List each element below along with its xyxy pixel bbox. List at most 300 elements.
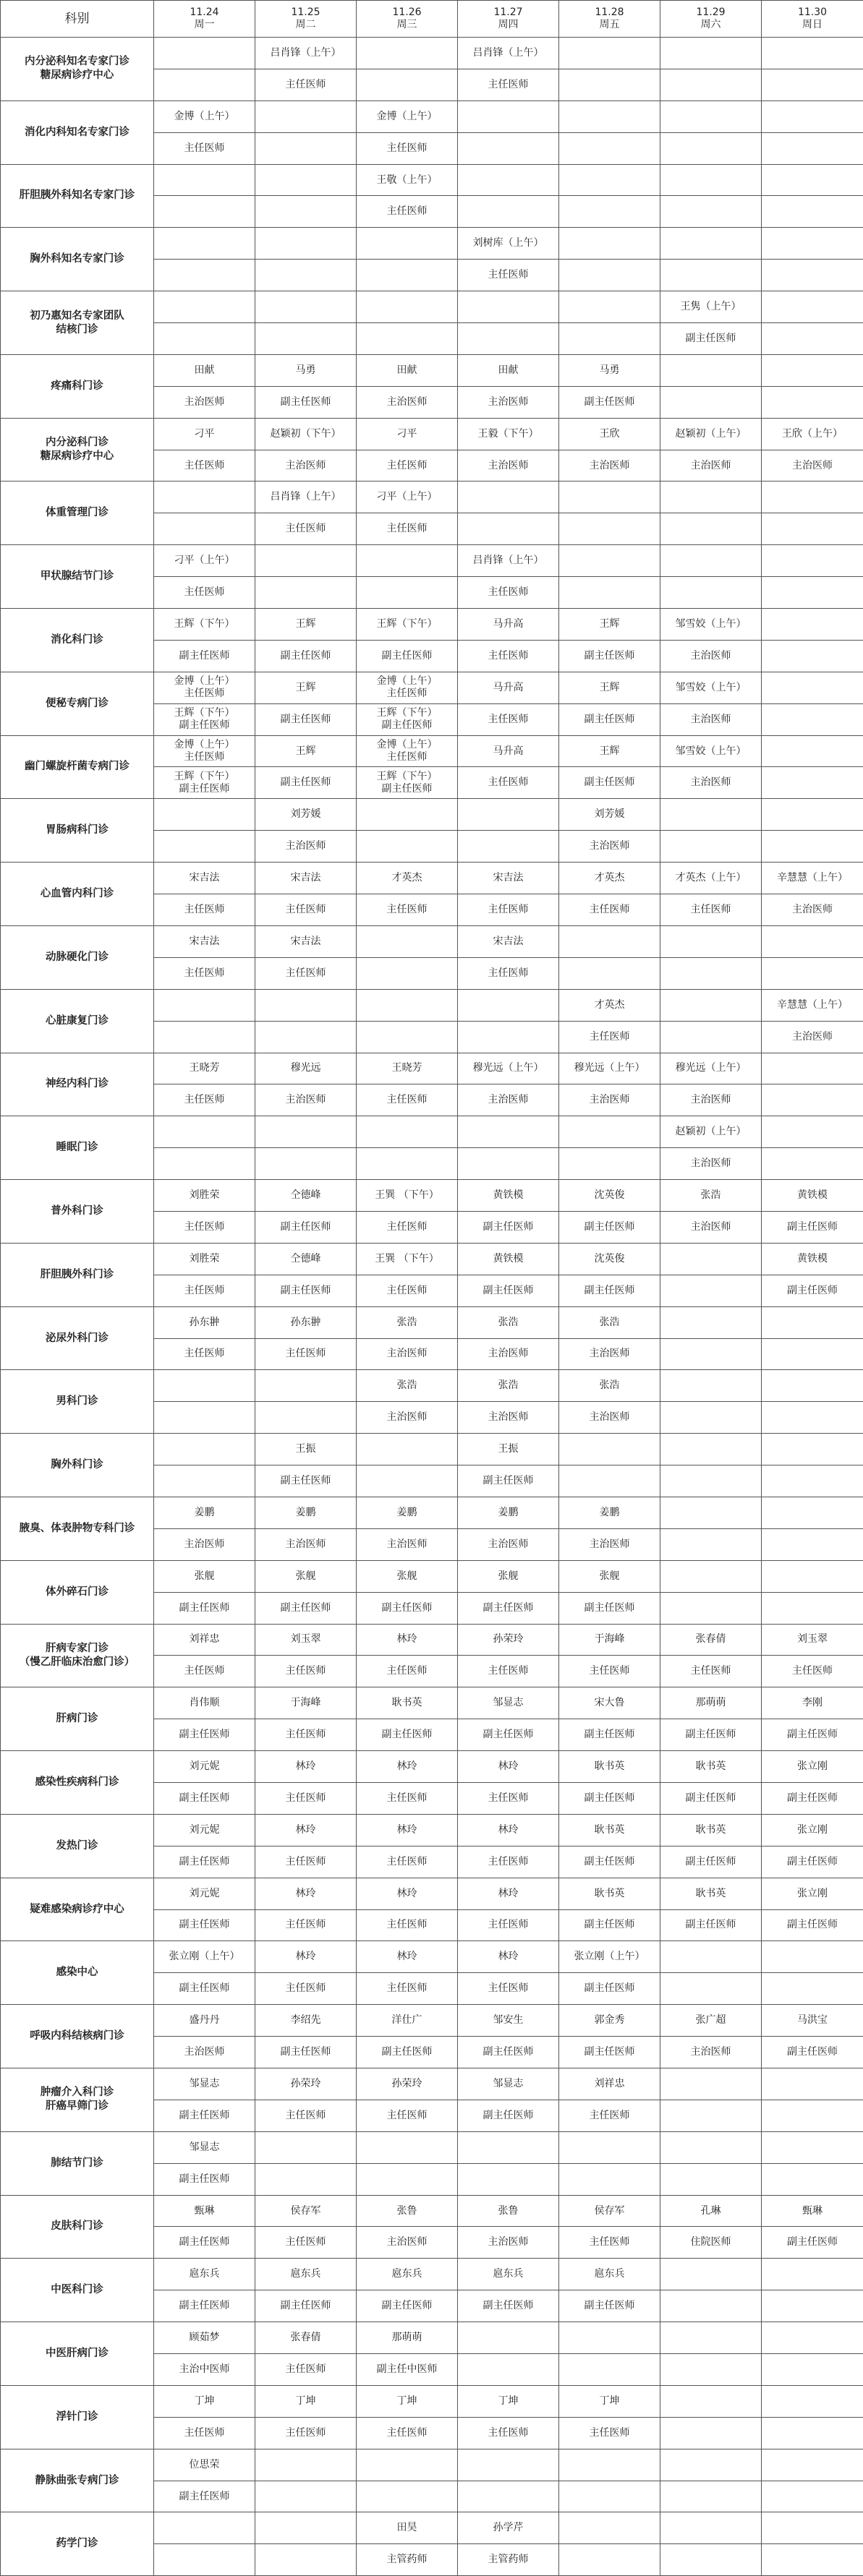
title-cell: 主任医师: [255, 69, 357, 100]
title-cell: 主治医师: [660, 1211, 762, 1243]
doctor-cell: 张浩: [458, 1306, 559, 1338]
department-name: [1, 2322, 154, 2386]
title-cell: 主任医师: [357, 1846, 458, 1878]
cell-line: 主任医师: [358, 751, 456, 763]
day-weekday: 周一: [156, 19, 253, 31]
table-row: [1, 38, 863, 69]
title-cell: 主任医师: [357, 1084, 458, 1116]
title-cell: 副主任医师: [154, 2481, 255, 2512]
title-cell: 主治医师: [255, 1528, 357, 1560]
doctor-cell: 于海峰: [255, 1687, 357, 1719]
department-name: [1, 735, 154, 799]
title-cell: 主治医师: [154, 2037, 255, 2068]
doctor-cell: [559, 482, 660, 513]
doctor-cell: 邹显志: [154, 2131, 255, 2163]
doctor-cell: 宋吉法: [255, 925, 357, 957]
doctor-cell: 刘祥忠: [559, 2068, 660, 2100]
doctor-cell: [559, 545, 660, 577]
doctor-cell: 侯存军: [559, 2195, 660, 2227]
department-name-line: 肝癌早筛门诊: [2, 2100, 152, 2113]
title-cell: 副主任医师: [154, 640, 255, 672]
doctor-cell: [154, 735, 255, 767]
doctor-cell: [559, 2131, 660, 2163]
department-name-line: 肺结节门诊: [2, 2157, 152, 2170]
title-cell: 主任医师: [255, 2227, 357, 2259]
doctor-cell: 才英杰（上午）: [660, 863, 762, 894]
title-cell: [660, 260, 762, 291]
title-cell: 主治医师: [660, 767, 762, 799]
title-cell: [762, 831, 863, 863]
doctor-cell: [762, 1497, 863, 1528]
doctor-cell: [762, 291, 863, 323]
doctor-cell: [357, 799, 458, 831]
doctor-cell: 刘元妮: [154, 1751, 255, 1783]
title-cell: [762, 1528, 863, 1560]
title-cell: 主治医师: [559, 831, 660, 863]
title-cell: 主治医师: [559, 450, 660, 482]
title-cell: [559, 513, 660, 545]
title-cell: 主任医师: [154, 1275, 255, 1306]
doctor-cell: 田献: [154, 354, 255, 386]
doctor-cell: 黄铁模: [458, 1180, 559, 1212]
cell-line: 金博（上午）: [358, 739, 456, 751]
doctor-cell: 辛慧慧（上午）: [762, 863, 863, 894]
doctor-cell: [154, 164, 255, 196]
department-name-line: 胃肠病科门诊: [2, 823, 152, 837]
doctor-cell: 才英杰: [559, 989, 660, 1021]
department-name-line: 动脉硬化门诊: [2, 951, 152, 964]
title-cell: 主任医师: [458, 1909, 559, 1941]
title-cell: 主任医师: [458, 577, 559, 609]
doctor-cell: [559, 925, 660, 957]
doctor-cell: 宋吉法: [458, 925, 559, 957]
title-cell: 副主任医师: [154, 2227, 255, 2259]
doctor-cell: 赵颖初（上午）: [660, 1116, 762, 1148]
doctor-cell: 邹显志: [458, 2068, 559, 2100]
doctor-cell: [559, 291, 660, 323]
doctor-cell: [154, 482, 255, 513]
doctor-cell: [762, 354, 863, 386]
table-row: [1, 672, 863, 703]
doctor-cell: 马升高: [458, 672, 559, 703]
title-cell: [154, 513, 255, 545]
title-cell: 副主任医师: [458, 2037, 559, 2068]
title-cell: [255, 260, 357, 291]
title-cell: [357, 957, 458, 989]
doctor-cell: 王辉（下午）: [357, 609, 458, 641]
doctor-cell: 宋大鲁: [559, 1687, 660, 1719]
doctor-cell: [660, 1306, 762, 1338]
day-weekday: 周三: [358, 19, 456, 31]
title-cell: 副主任医师: [559, 767, 660, 799]
doctor-cell: 林玲: [458, 1941, 559, 1973]
title-cell: 主治医师: [458, 2227, 559, 2259]
doctor-cell: [762, 1053, 863, 1084]
doctor-cell: 赵颖初（上午）: [660, 418, 762, 450]
department-name: [1, 1560, 154, 1624]
title-cell: [660, 2417, 762, 2449]
title-cell: [559, 957, 660, 989]
day-weekday: 周二: [257, 19, 354, 31]
doctor-cell: 刘元妮: [154, 1878, 255, 1909]
doctor-cell: 耿书英: [559, 1814, 660, 1846]
title-cell: 主治医师: [458, 386, 559, 418]
doctor-cell: 王晓芳: [357, 1053, 458, 1084]
title-cell: 副主任医师: [559, 1846, 660, 1878]
doctor-cell: 扈东兵: [458, 2259, 559, 2290]
title-cell: [559, 323, 660, 355]
title-cell: 副主任医师: [762, 1211, 863, 1243]
department-name: [1, 1116, 154, 1180]
title-cell: [762, 1592, 863, 1624]
title-cell: 副主任医师: [154, 2290, 255, 2322]
table-row: [1, 2195, 863, 2227]
title-cell: 主任医师: [458, 260, 559, 291]
doctor-cell: 张立刚: [762, 1878, 863, 1909]
title-cell: 副主任医师: [154, 1846, 255, 1878]
doctor-cell: [559, 38, 660, 69]
title-cell: 主任医师: [255, 1846, 357, 1878]
doctor-cell: 王辉: [255, 672, 357, 703]
table-row: [1, 609, 863, 641]
doctor-cell: [762, 2259, 863, 2290]
title-cell: 主任医师: [559, 2100, 660, 2131]
title-cell: 主任医师: [357, 1909, 458, 1941]
cell-line: 副主任医师: [358, 783, 456, 795]
title-cell: 副主任医师: [255, 767, 357, 799]
title-cell: [559, 1148, 660, 1180]
title-cell: 主治医师: [660, 1084, 762, 1116]
table-row: [1, 2259, 863, 2290]
doctor-cell: [154, 38, 255, 69]
title-cell: 副主任医师: [357, 1719, 458, 1751]
title-cell: [660, 1528, 762, 1560]
doctor-cell: [660, 989, 762, 1021]
doctor-cell: 王辉: [559, 735, 660, 767]
title-cell: [660, 2163, 762, 2195]
doctor-cell: 林玲: [357, 1814, 458, 1846]
day-header: [762, 1, 863, 38]
title-cell: [660, 577, 762, 609]
table-row: [1, 1180, 863, 1212]
doctor-cell: 刘玉翠: [255, 1624, 357, 1656]
title-cell: 主任医师: [559, 894, 660, 926]
doctor-cell: [357, 735, 458, 767]
department-name: [1, 38, 154, 101]
doctor-cell: 吕肖锋（上午）: [255, 482, 357, 513]
table-row: [1, 799, 863, 831]
doctor-cell: 王毅（下午）: [458, 418, 559, 450]
title-cell: [762, 1148, 863, 1180]
department-name-line: 心血管内科门诊: [2, 887, 152, 901]
title-cell: [458, 513, 559, 545]
doctor-cell: 宋吉法: [154, 925, 255, 957]
doctor-cell: 丁坤: [154, 2385, 255, 2417]
title-cell: 主治医师: [255, 831, 357, 863]
title-cell: [154, 767, 255, 799]
cell-line: 副主任医师: [358, 719, 456, 732]
day-date: 11.29: [662, 7, 760, 19]
table-row: [1, 1751, 863, 1783]
department-name: [1, 1180, 154, 1244]
title-cell: 主任医师: [458, 767, 559, 799]
doctor-cell: [154, 228, 255, 260]
doctor-cell: 张舰: [559, 1560, 660, 1592]
department-name-line: 心脏康复门诊: [2, 1014, 152, 1028]
title-cell: [559, 2163, 660, 2195]
title-cell: 主治医师: [357, 2227, 458, 2259]
doctor-cell: 林玲: [255, 1878, 357, 1909]
title-cell: 副主任医师: [255, 640, 357, 672]
day-date: 11.26: [358, 7, 456, 19]
department-name-line: 感染性疾病科门诊: [2, 1776, 152, 1789]
title-cell: 主任医师: [458, 1782, 559, 1814]
doctor-cell: 宋吉法: [458, 863, 559, 894]
doctor-cell: [154, 1116, 255, 1148]
title-cell: [660, 1592, 762, 1624]
doctor-cell: 马升高: [458, 735, 559, 767]
doctor-cell: 姜鹏: [154, 1497, 255, 1528]
department-name: [1, 1941, 154, 2005]
doctor-cell: 肖伟顺: [154, 1687, 255, 1719]
department-name: [1, 2512, 154, 2576]
table-row: [1, 164, 863, 196]
title-cell: 副主任医师: [559, 1592, 660, 1624]
doctor-cell: [762, 2322, 863, 2354]
doctor-cell: [154, 799, 255, 831]
table-row: [1, 1243, 863, 1275]
doctor-cell: 王巽 （下午）: [357, 1243, 458, 1275]
title-cell: 主治医师: [458, 1084, 559, 1116]
title-cell: [660, 1973, 762, 2005]
doctor-cell: 丁坤: [357, 2385, 458, 2417]
doctor-cell: 辛慧慧（上午）: [762, 989, 863, 1021]
day-header: [660, 1, 762, 38]
title-cell: 主任医师: [357, 1973, 458, 2005]
department-name: [1, 2449, 154, 2512]
department-name: [1, 1497, 154, 1560]
department-name: [1, 925, 154, 989]
department-name-line: 发热门诊: [2, 1839, 152, 1853]
table-row: [1, 2005, 863, 2037]
doctor-cell: 沈英俊: [559, 1180, 660, 1212]
title-cell: [660, 69, 762, 100]
doctor-cell: 洋仕广: [357, 2005, 458, 2037]
title-cell: [660, 831, 762, 863]
title-cell: 主任医师: [255, 1973, 357, 2005]
title-cell: 主治医师: [660, 703, 762, 735]
title-cell: 主任医师: [255, 2417, 357, 2449]
title-cell: 主任医师: [559, 2417, 660, 2449]
title-cell: 副主任医师: [154, 1782, 255, 1814]
doctor-cell: [660, 100, 762, 132]
doctor-cell: [660, 2449, 762, 2481]
doctor-cell: [559, 164, 660, 196]
doctor-cell: 刘芳媛: [559, 799, 660, 831]
doctor-cell: 刁平: [154, 418, 255, 450]
department-name: [1, 2005, 154, 2068]
doctor-cell: 郭金秀: [559, 2005, 660, 2037]
doctor-cell: [154, 291, 255, 323]
day-date: 11.30: [763, 7, 862, 19]
doctor-cell: 林玲: [255, 1941, 357, 1973]
doctor-cell: [660, 354, 762, 386]
title-cell: 主治医师: [255, 450, 357, 482]
cell-line: 金博（上午）: [358, 675, 456, 688]
title-cell: [559, 2354, 660, 2386]
title-cell: 副主任医师: [762, 1846, 863, 1878]
doctor-cell: [762, 164, 863, 196]
title-cell: 主任医师: [255, 1909, 357, 1941]
title-cell: 主治医师: [660, 2037, 762, 2068]
doctor-cell: [255, 291, 357, 323]
doctor-cell: 耿书英: [660, 1814, 762, 1846]
cell-line: 副主任医师: [156, 783, 253, 795]
title-cell: 副主任医师: [762, 1719, 863, 1751]
title-cell: 主任医师: [357, 513, 458, 545]
doctor-cell: [458, 482, 559, 513]
title-cell: 副主任医师: [255, 2037, 357, 2068]
title-cell: 主治医师: [762, 450, 863, 482]
title-cell: 主治医师: [559, 1338, 660, 1370]
doctor-cell: [762, 1434, 863, 1465]
title-cell: 副主任医师: [357, 2290, 458, 2322]
doctor-cell: 邹显志: [154, 2068, 255, 2100]
department-name-line: 结核门诊: [2, 323, 152, 337]
doctor-cell: 耿书英: [357, 1687, 458, 1719]
doctor-cell: [458, 100, 559, 132]
title-cell: 主任医师: [154, 1656, 255, 1687]
title-cell: [255, 323, 357, 355]
doctor-cell: 张浩: [559, 1370, 660, 1402]
title-cell: 副主任医师: [154, 2100, 255, 2131]
department-name-line: 胸外科门诊: [2, 1458, 152, 1472]
doctor-cell: 吕肖锋（上午）: [255, 38, 357, 69]
title-cell: 主任医师: [255, 1719, 357, 1751]
title-cell: 住院医师: [660, 2227, 762, 2259]
doctor-cell: [255, 989, 357, 1021]
doctor-cell: [458, 164, 559, 196]
doctor-cell: [255, 164, 357, 196]
title-cell: [458, 196, 559, 228]
title-cell: [255, 2481, 357, 2512]
title-cell: [154, 703, 255, 735]
doctor-cell: [762, 2385, 863, 2417]
doctor-cell: [559, 2322, 660, 2354]
title-cell: 副主任医师: [255, 1465, 357, 1497]
title-cell: [762, 132, 863, 164]
title-cell: 主治医师: [660, 1148, 762, 1180]
doctor-cell: [762, 1116, 863, 1148]
doctor-cell: 穆光远（上午）: [660, 1053, 762, 1084]
doctor-cell: 盛丹丹: [154, 2005, 255, 2037]
doctor-cell: [154, 1434, 255, 1465]
title-cell: 主任医师: [559, 1021, 660, 1053]
doctor-cell: [357, 2131, 458, 2163]
doctor-cell: 林玲: [458, 1751, 559, 1783]
doctor-cell: 王辉: [255, 735, 357, 767]
doctor-cell: [458, 2449, 559, 2481]
schedule-body: [1, 1, 863, 2576]
title-cell: 主任医师: [357, 2417, 458, 2449]
title-cell: [357, 703, 458, 735]
doctor-cell: [458, 799, 559, 831]
title-cell: 主任医师: [255, 1782, 357, 1814]
department-name-line: 幽门螺旋杆菌专病门诊: [2, 760, 152, 774]
doctor-cell: 甄琳: [154, 2195, 255, 2227]
title-cell: [458, 2163, 559, 2195]
doctor-cell: [660, 2259, 762, 2290]
department-name: [1, 418, 154, 482]
title-cell: 副主任医师: [559, 386, 660, 418]
title-cell: [762, 1465, 863, 1497]
title-cell: [357, 1021, 458, 1053]
title-cell: [660, 1338, 762, 1370]
title-cell: 主任医师: [357, 1211, 458, 1243]
title-cell: 副主任医师: [559, 2037, 660, 2068]
doctor-cell: 王敬（上午）: [357, 164, 458, 196]
doctor-cell: [762, 1941, 863, 1973]
title-cell: 副主任医师: [762, 1275, 863, 1306]
doctor-cell: [154, 1370, 255, 1402]
title-cell: 主任医师: [154, 894, 255, 926]
department-name: [1, 545, 154, 609]
department-name: [1, 799, 154, 863]
title-cell: 主治医师: [357, 1402, 458, 1434]
title-cell: 副主任医师: [458, 1465, 559, 1497]
doctor-cell: 姜鹏: [357, 1497, 458, 1528]
doctor-cell: [762, 100, 863, 132]
title-cell: 主任医师: [762, 1656, 863, 1687]
doctor-cell: [660, 228, 762, 260]
doctor-cell: [762, 38, 863, 69]
title-cell: [154, 1402, 255, 1434]
doctor-cell: 张舰: [458, 1560, 559, 1592]
doctor-cell: [458, 291, 559, 323]
doctor-cell: [762, 2512, 863, 2544]
title-cell: 主任医师: [458, 69, 559, 100]
department-name-line: 甲状腺结节门诊: [2, 570, 152, 583]
doctor-cell: 仝德峰: [255, 1180, 357, 1212]
doctor-cell: [154, 2512, 255, 2544]
cell-line: 金博（上午）: [156, 739, 253, 751]
doctor-cell: 扈东兵: [559, 2259, 660, 2290]
doctor-cell: [660, 1370, 762, 1402]
title-cell: [762, 767, 863, 799]
title-cell: 主任医师: [154, 2417, 255, 2449]
title-cell: 副主任医师: [559, 1909, 660, 1941]
doctor-cell: 黄铁模: [762, 1180, 863, 1212]
doctor-cell: 吕肖锋（上午）: [458, 38, 559, 69]
department-name: [1, 1370, 154, 1434]
doctor-cell: 张立刚（上午）: [154, 1941, 255, 1973]
title-cell: [458, 323, 559, 355]
title-cell: 副主任医师: [357, 2037, 458, 2068]
doctor-cell: 刘芳媛: [255, 799, 357, 831]
title-cell: 副主任医师: [559, 1211, 660, 1243]
title-cell: [660, 196, 762, 228]
title-cell: 主任医师: [458, 957, 559, 989]
table-row: [1, 1814, 863, 1846]
doctor-cell: 邹安生: [458, 2005, 559, 2037]
title-cell: 副主任医师: [154, 1719, 255, 1751]
title-cell: 主任医师: [357, 1275, 458, 1306]
table-row: [1, 2385, 863, 2417]
doctor-cell: 张浩: [660, 1180, 762, 1212]
doctor-cell: [357, 545, 458, 577]
doctor-cell: 张立刚: [762, 1814, 863, 1846]
table-row: [1, 418, 863, 450]
